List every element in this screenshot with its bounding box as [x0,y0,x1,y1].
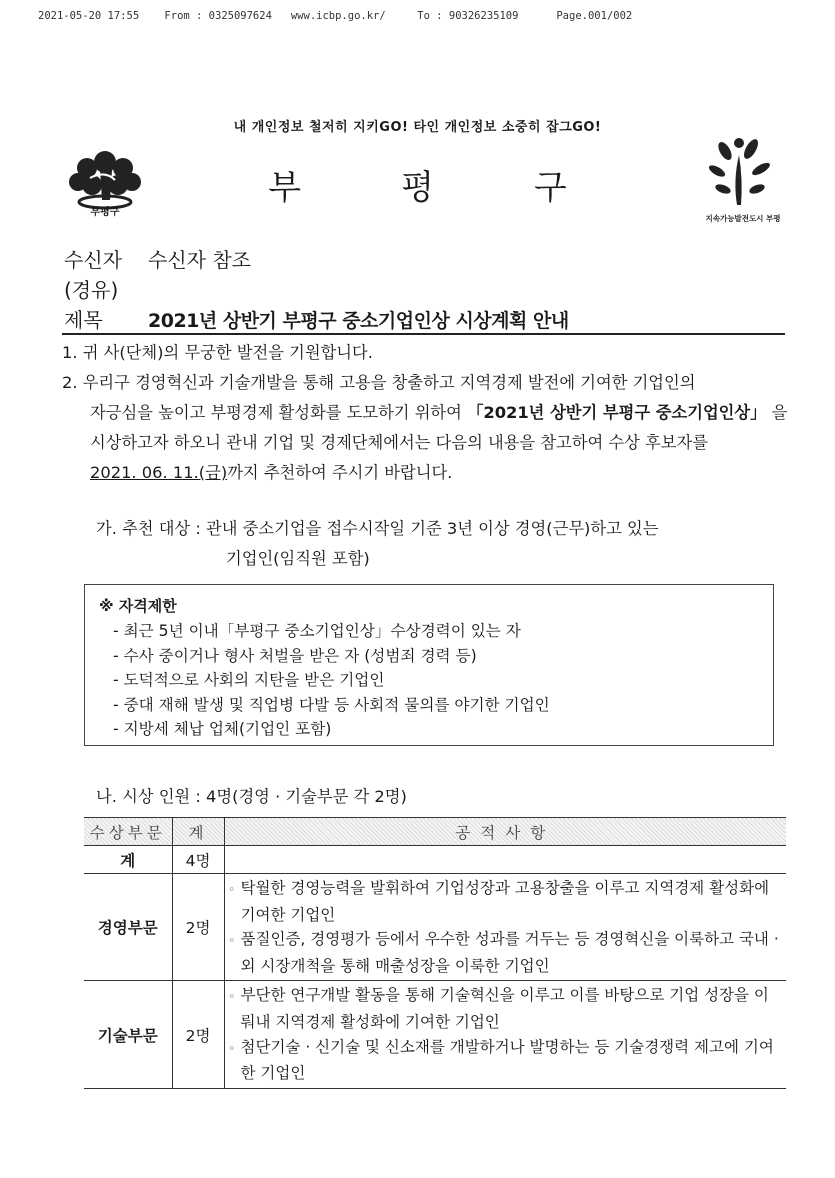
table-row [84,874,786,981]
paragraph-2-body [90,398,795,488]
achievement-item: ◦ 첨단기술 · 신기술 및 신소재를 개발하거나 발명하는 등 기술경쟁력 제고에 기여한 기업인 [228,1037,774,1083]
count-cell: 2명 [172,874,224,981]
bullet-icon: ◦ [228,883,235,896]
restriction-title: ※ 자격제한 [99,597,177,615]
award-count: 나. 시상 인원 : 4명(경영 · 기술부문 각 2명) [96,787,407,806]
table-header-row [84,818,786,846]
fax-header: 2021-05-20 17:55 From : 0325097624 www.icbp.go.kr/ To : 90326235109 Page.001/002 [38,10,633,22]
recipient-value: 수신자 참조 [148,248,251,272]
sustainable-city-logo-icon [703,135,775,213]
restriction-list [113,619,550,742]
recommendation-target [96,514,659,574]
list-item: - 최근 5년 이내「부평구 중소기업인상」수상경력이 있는 자 [113,622,521,640]
subject-label: 제목 [64,308,103,332]
issuing-authority: 부평구 [268,168,667,208]
category-cell: 경영부문 [84,874,172,981]
table-row [84,846,786,874]
paragraph-1: 1. 귀 사(단체)의 무궁한 발전을 기원합니다. [62,343,373,362]
recipient-line [64,244,251,273]
total-label: 계 [84,846,172,874]
achievements-cell [224,981,786,1088]
paragraph-2-line-4: 까지 추천하여 주시기 바랍니다. [227,463,453,482]
deadline-date: 2021. 06. 11.(금) [90,463,228,482]
via-line [64,274,118,303]
header-achievements: 공적사항 [224,818,786,846]
bullet-icon: ◦ [228,1041,235,1055]
total-count: 4명 [172,846,224,874]
category-cell: 기술부문 [84,981,172,1088]
subject-divider [62,333,785,335]
bullet-icon: ◦ [228,990,235,1004]
award-table [84,817,786,1089]
subject-value: 2021년 상반기 부평구 중소기업인상 시상계획 안내 [148,310,569,332]
list-item: - 도덕적으로 사회의 지탄을 받은 기업인 [113,671,385,689]
bullet-icon: ◦ [228,934,235,948]
recommendation-target-line-1: 가. 추천 대상 : 관내 중소기업을 접수시작일 기준 3년 이상 경영(근무)하고 있는 [96,519,659,538]
logo-left-caption: 부평구 [90,207,120,218]
achievements-cell [224,874,786,981]
count-cell: 2명 [172,981,224,1088]
achievement-item: ◦ 품질인증, 경영평가 등에서 우수한 성과를 거두는 등 경영혁신을 이룩하고 국내 · 외 시장개척을 통해 매출성장을 이룩한 기업인 [228,930,779,975]
subject-line [64,304,569,333]
paragraph-2 [62,368,795,488]
list-item: - 수사 중이거나 형사 처벌을 받은 자 (성범죄 경력 등) [113,646,477,665]
header-category: 수상부문 [84,818,172,846]
privacy-slogan: 내 개인정보 철저히 지키GO! 타인 개인정보 소중히 잡그GO! [233,120,602,135]
via-label: (경유) [64,278,119,302]
award-name: 「2021년 상반기 부평구 중소기업인상」 [467,403,767,422]
total-desc [224,846,786,874]
paragraph-2-line-3: 시상하고자 하오니 관내 기업 및 경제단체에서는 다음의 내용을 참고하여 수상 후보자를 [90,433,708,452]
recipient-label: 수신자 [64,248,122,272]
paragraph-2-line-2c: 을 [766,403,788,422]
paragraph-2-line-2a: 자긍심을 높이고 부평경제 활성화를 도모하기 위하여 [90,403,468,422]
table-row [84,981,786,1088]
eligibility-restriction-box [84,584,774,746]
paragraph-2-line-1: 2. 우리구 경영혁신과 기술개발을 통해 고용을 창출하고 지역경제 발전에 기여한 기업인의 [62,373,696,392]
list-item: - 중대 재해 발생 및 직업병 다발 등 사회적 물의를 야기한 기업인 [113,695,550,714]
achievement-item: ◦ 탁월한 경영능력을 발휘하여 기업성장과 고용창출을 이루고 지역경제 활성화에 기여한 기업인 [228,879,770,924]
logo-right-caption: 지속가능발전도시 부평 [705,214,781,223]
header-count: 계 [172,818,224,846]
achievement-item: ◦ 부단한 연구개발 활동을 통해 기술혁신을 이루고 이를 바탕으로 기업 성장을 이뤄내 지역경제 활성화에 기여한 기업인 [228,986,769,1031]
list-item: - 지방세 체납 업체(기업인 포함) [113,720,332,738]
recommendation-target-line-2: 기업인(임직원 포함) [226,549,370,568]
